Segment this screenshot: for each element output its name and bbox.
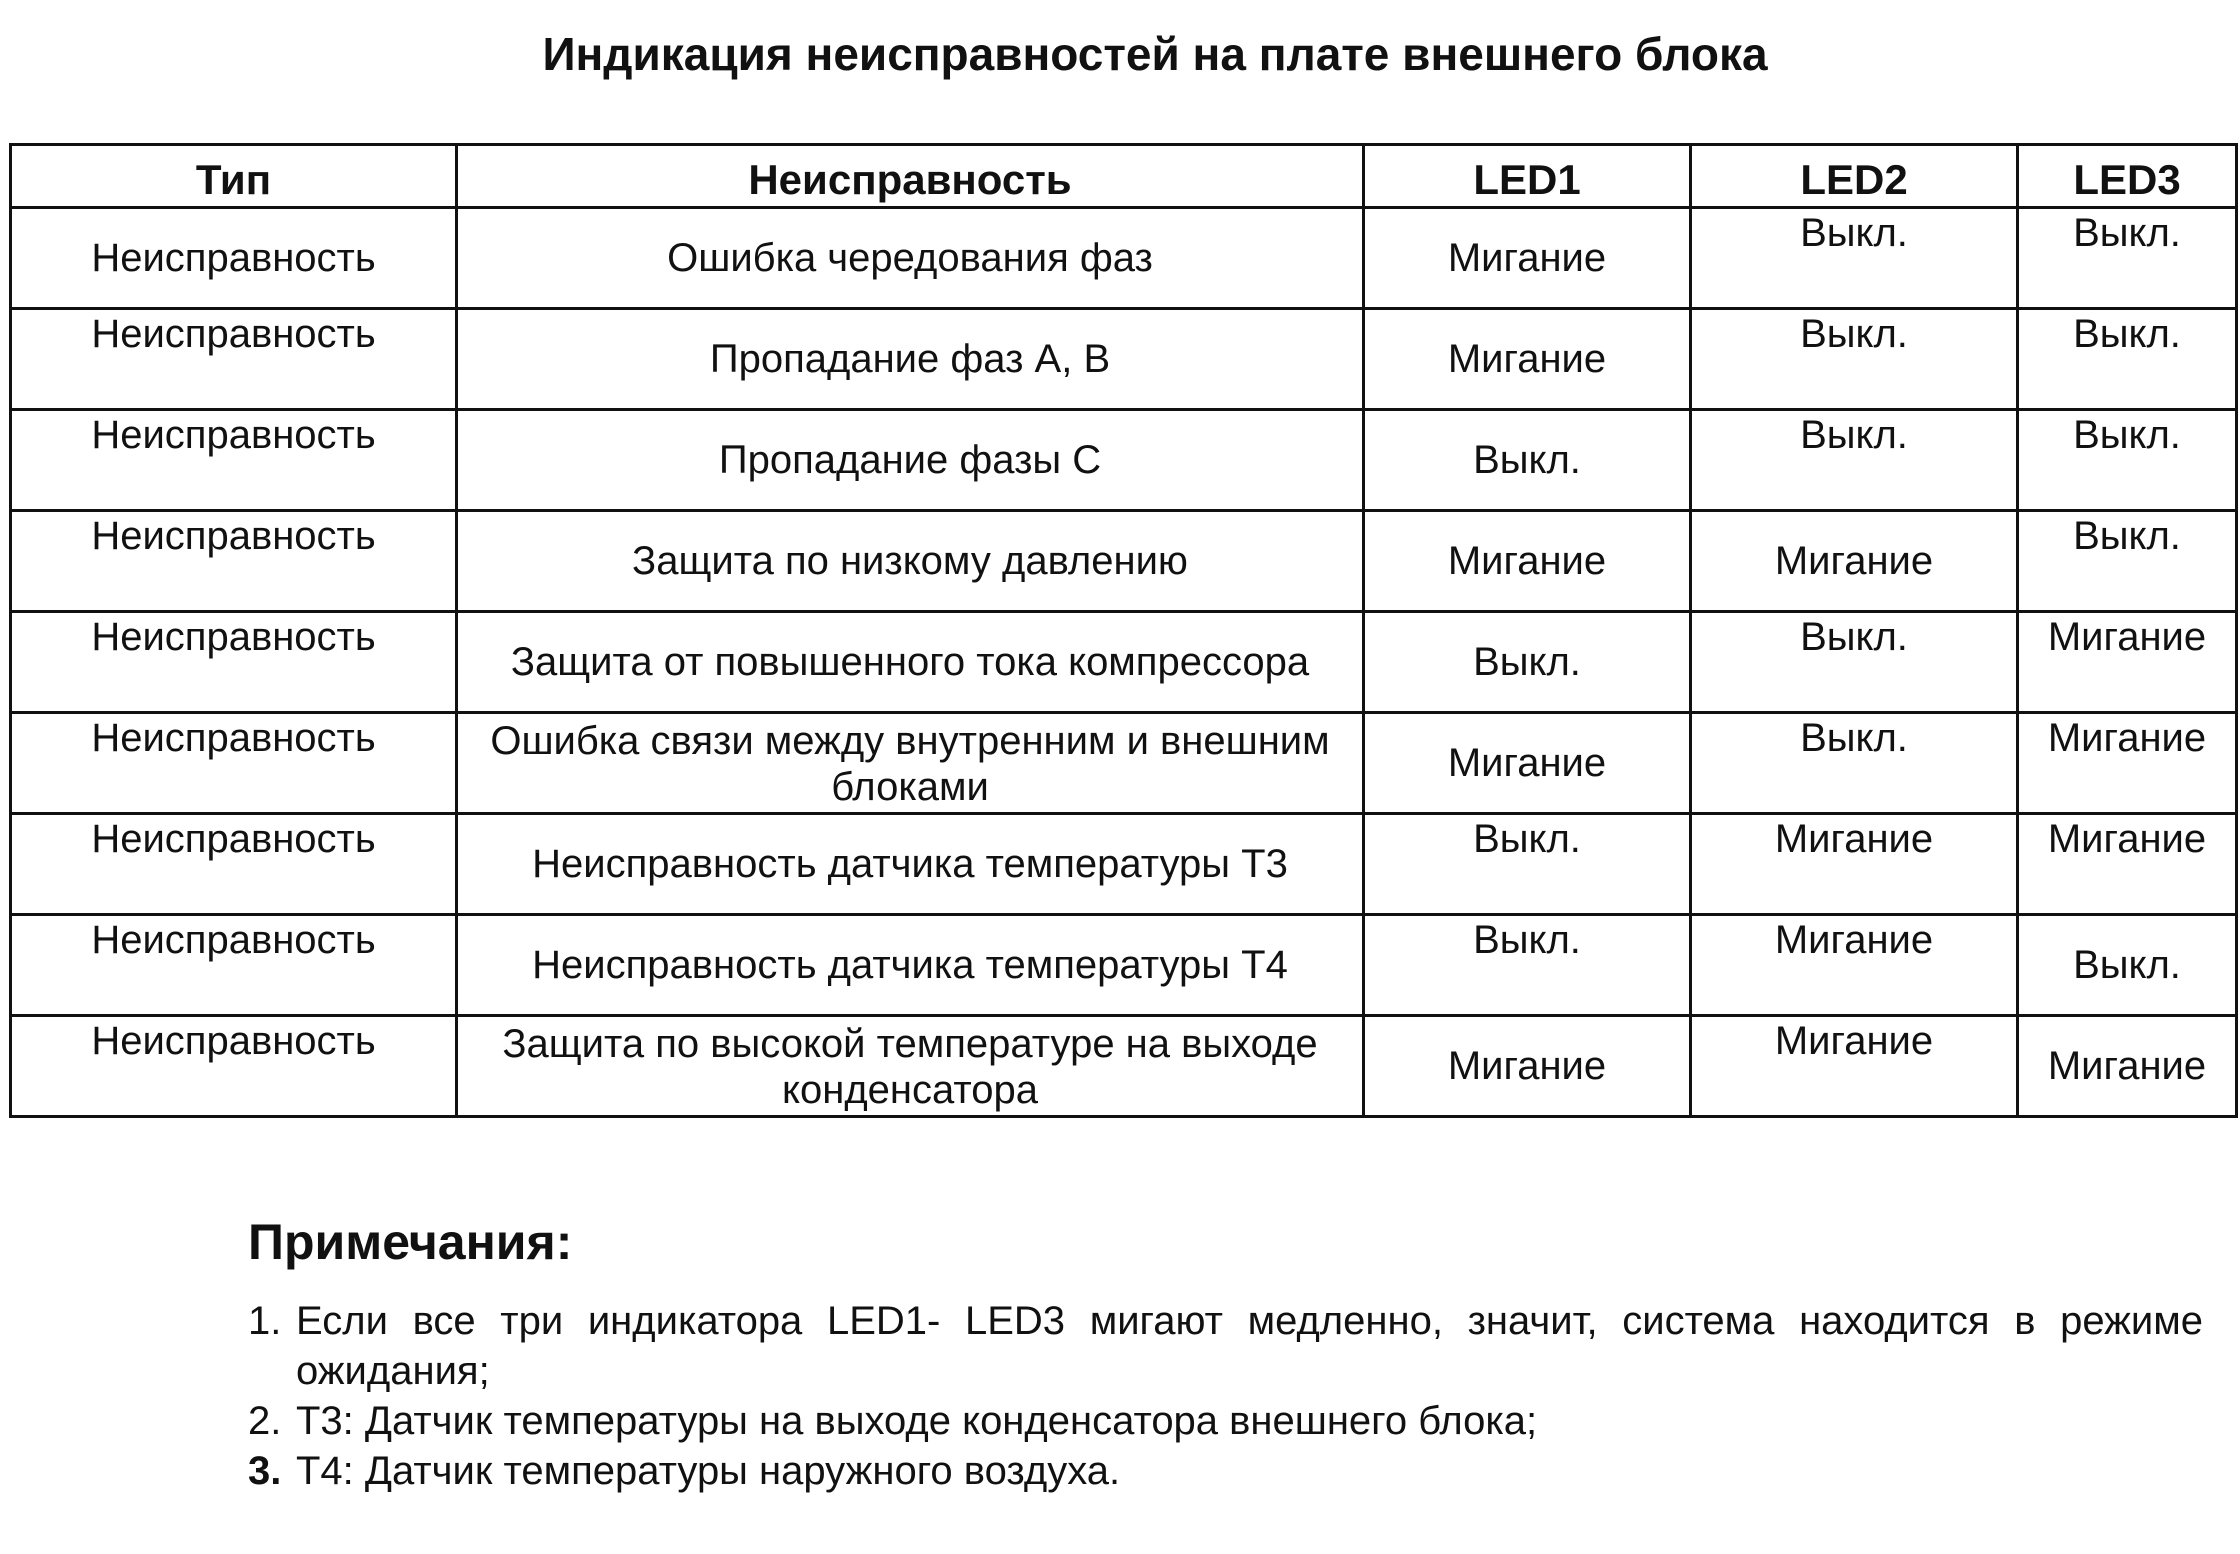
cell-type: Неисправность	[11, 713, 457, 814]
cell-led3: Выкл.	[2018, 309, 2237, 410]
note-text: Если все три индикатора LED1- LED3 мигают медленно, значит, система находится в режиме ожидания;	[296, 1299, 2203, 1393]
table-row	[11, 612, 2237, 713]
page-title: Индикация неисправностей на плате внешнего блока	[542, 28, 1768, 80]
cell-type: Неисправность	[11, 410, 457, 511]
header-led3: LED3	[2018, 145, 2237, 208]
note-item	[248, 1396, 2203, 1446]
cell-type: Неисправность	[11, 814, 457, 915]
header-led1: LED1	[1364, 145, 1691, 208]
cell-led1: Выкл.	[1364, 814, 1691, 915]
cell-fault: Защита от повышенного тока компрессора	[457, 612, 1364, 713]
cell-type: Неисправность	[11, 612, 457, 713]
table-row	[11, 814, 2237, 915]
cell-type: Неисправность	[11, 1016, 457, 1117]
cell-fault: Пропадание фаз А, В	[457, 309, 1364, 410]
table-row	[11, 208, 2237, 309]
cell-led1: Выкл.	[1364, 612, 1691, 713]
header-type: Тип	[11, 145, 457, 208]
cell-led3: Выкл.	[2018, 208, 2237, 309]
cell-led2: Мигание	[1691, 814, 2018, 915]
note-text: Т3: Датчик температуры на выходе конденсатора внешнего блока;	[296, 1399, 1538, 1443]
cell-fault: Защита по низкому давлению	[457, 511, 1364, 612]
cell-led2: Выкл.	[1691, 208, 2018, 309]
cell-led3: Мигание	[2018, 713, 2237, 814]
cell-led3: Мигание	[2018, 612, 2237, 713]
cell-led1: Выкл.	[1364, 915, 1691, 1016]
cell-led2: Выкл.	[1691, 410, 2018, 511]
cell-led2: Мигание	[1691, 1016, 2018, 1117]
table-row	[11, 713, 2237, 814]
cell-led2: Выкл.	[1691, 612, 2018, 713]
cell-led3: Мигание	[2018, 814, 2237, 915]
cell-led3: Выкл.	[2018, 915, 2237, 1016]
note-number: 1.	[248, 1299, 282, 1343]
cell-type: Неисправность	[11, 309, 457, 410]
cell-fault: Защита по высокой температуре на выходе конденсатора	[457, 1016, 1364, 1117]
cell-led2: Мигание	[1691, 915, 2018, 1016]
cell-led3: Выкл.	[2018, 410, 2237, 511]
cell-led3: Мигание	[2018, 1016, 2237, 1117]
header-led2: LED2	[1691, 145, 2018, 208]
cell-led1: Мигание	[1364, 309, 1691, 410]
cell-led1: Мигание	[1364, 511, 1691, 612]
notes-section	[248, 1210, 2203, 1496]
table-row	[11, 309, 2237, 410]
cell-led1: Мигание	[1364, 208, 1691, 309]
cell-led3: Выкл.	[2018, 511, 2237, 612]
note-text: Т4: Датчик температуры наружного воздуха.	[296, 1449, 1121, 1493]
table-row	[11, 1016, 2237, 1117]
cell-type: Неисправность	[11, 208, 457, 309]
table-row	[11, 511, 2237, 612]
cell-led1: Мигание	[1364, 1016, 1691, 1117]
table-row	[11, 915, 2237, 1016]
note-number: 3.	[248, 1449, 282, 1493]
cell-fault: Неисправность датчика температуры Т3	[457, 814, 1364, 915]
cell-led2: Выкл.	[1691, 713, 2018, 814]
note-number: 2.	[248, 1399, 282, 1443]
cell-type: Неисправность	[11, 915, 457, 1016]
cell-led1: Выкл.	[1364, 410, 1691, 511]
header-fault: Неисправность	[457, 145, 1364, 208]
cell-fault: Неисправность датчика температуры Т4	[457, 915, 1364, 1016]
cell-fault: Пропадание фазы С	[457, 410, 1364, 511]
cell-fault: Ошибка чередования фаз	[457, 208, 1364, 309]
cell-led1: Мигание	[1364, 713, 1691, 814]
note-item	[248, 1446, 2203, 1496]
note-item	[248, 1296, 2203, 1396]
table-header-row	[11, 145, 2237, 208]
table-row	[11, 410, 2237, 511]
cell-type: Неисправность	[11, 511, 457, 612]
cell-led2: Мигание	[1691, 511, 2018, 612]
cell-fault: Ошибка связи между внутренним и внешним блоками	[457, 713, 1364, 814]
notes-heading: Примечания:	[248, 1214, 573, 1270]
cell-led2: Выкл.	[1691, 309, 2018, 410]
fault-indication-table	[9, 143, 2238, 1118]
